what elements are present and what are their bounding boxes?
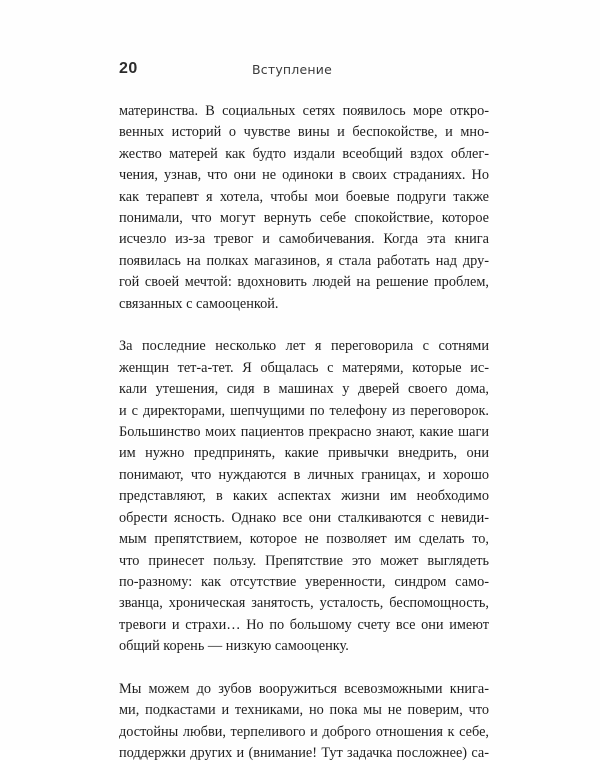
text-line: женщин тет-а-тет. Я общалась с матерями, которые ис- [119,359,489,376]
paragraph-gap [119,315,489,336]
paragraph [119,679,489,765]
text-line: представляют, в каких аспектах жизни им необходимо [119,488,489,505]
text-line: что принесет пользу. Препятствие это может выглядеть [119,552,489,569]
text-line: тревоги и страхи… Но по большому счету все они имеют [119,616,489,633]
text-line: ми, подкастами и техниками, но пока мы не поверим, что [119,702,489,719]
running-title: Вступление [252,62,332,77]
text-line: связанных с самооценкой. [119,295,279,312]
text-line: кали утешения, сидя в машинах у дверей своего дома, [119,381,489,398]
text-line: гой своей мечтой: вдохновить людей на решение проблем, [119,274,489,291]
text-line: материнства. В социальных сетях появилось море откро- [119,103,489,119]
page-number: 20 [119,60,138,77]
text-line: понимают, что нуждаются в личных границах, и хорошо [119,466,489,483]
text-line: поддержки других и (внимание! Тут задачка посложнее) са- [119,745,489,762]
text-line: понимали, что могут вернуть себе спокойствие, которое [119,210,489,227]
page-header [119,60,489,84]
text-line: Большинство моих пациентов прекрасно знают, какие шаги [119,424,489,441]
text-line: и с директорами, шепчущими по телефону из переговорок. [119,402,489,419]
text-line: венных историй о чувстве вины и беспокойстве, и мно- [119,124,489,141]
text-line: исчезло из-за тревог и самобичевания. Когда эта книга [119,231,489,248]
text-line: мым препятствием, которое не позволяет им сделать то, [119,531,489,548]
text-line: За последние несколько лет я переговорила с сотнями [119,338,489,355]
text-line: общий корень — низкую самооценку. [119,638,349,655]
paragraph-gap [119,658,489,679]
text-line: обрести ясность. Однако все они сталкиваются с невиди- [119,509,489,526]
text-line: появилась на полках магазинов, я стала работать над дру- [119,252,489,269]
text-line: Мы можем до зубов вооружиться всевозможными книга- [119,680,489,697]
text-line: званца, хроническая занятость, усталость, беспомощность, [119,595,489,612]
text-line: по-разному: как отсутствие уверенности, синдром само- [119,573,489,590]
body-text [119,101,489,765]
text-line: как терапевт я хотела, чтобы мои боевые подруги также [119,188,489,205]
text-line: им нужно предпринять, какие привычки внедрить, они [119,445,489,462]
paragraph [119,101,489,315]
text-line: достойны любви, терпеливого и доброго отношения к себе, [119,723,489,740]
text-line: жество матерей как будто издали всеобщий вздох облег- [119,145,489,162]
paragraph [119,336,489,657]
text-line: чения, узнав, что они не одиноки в своих страданиях. Но [119,167,489,184]
